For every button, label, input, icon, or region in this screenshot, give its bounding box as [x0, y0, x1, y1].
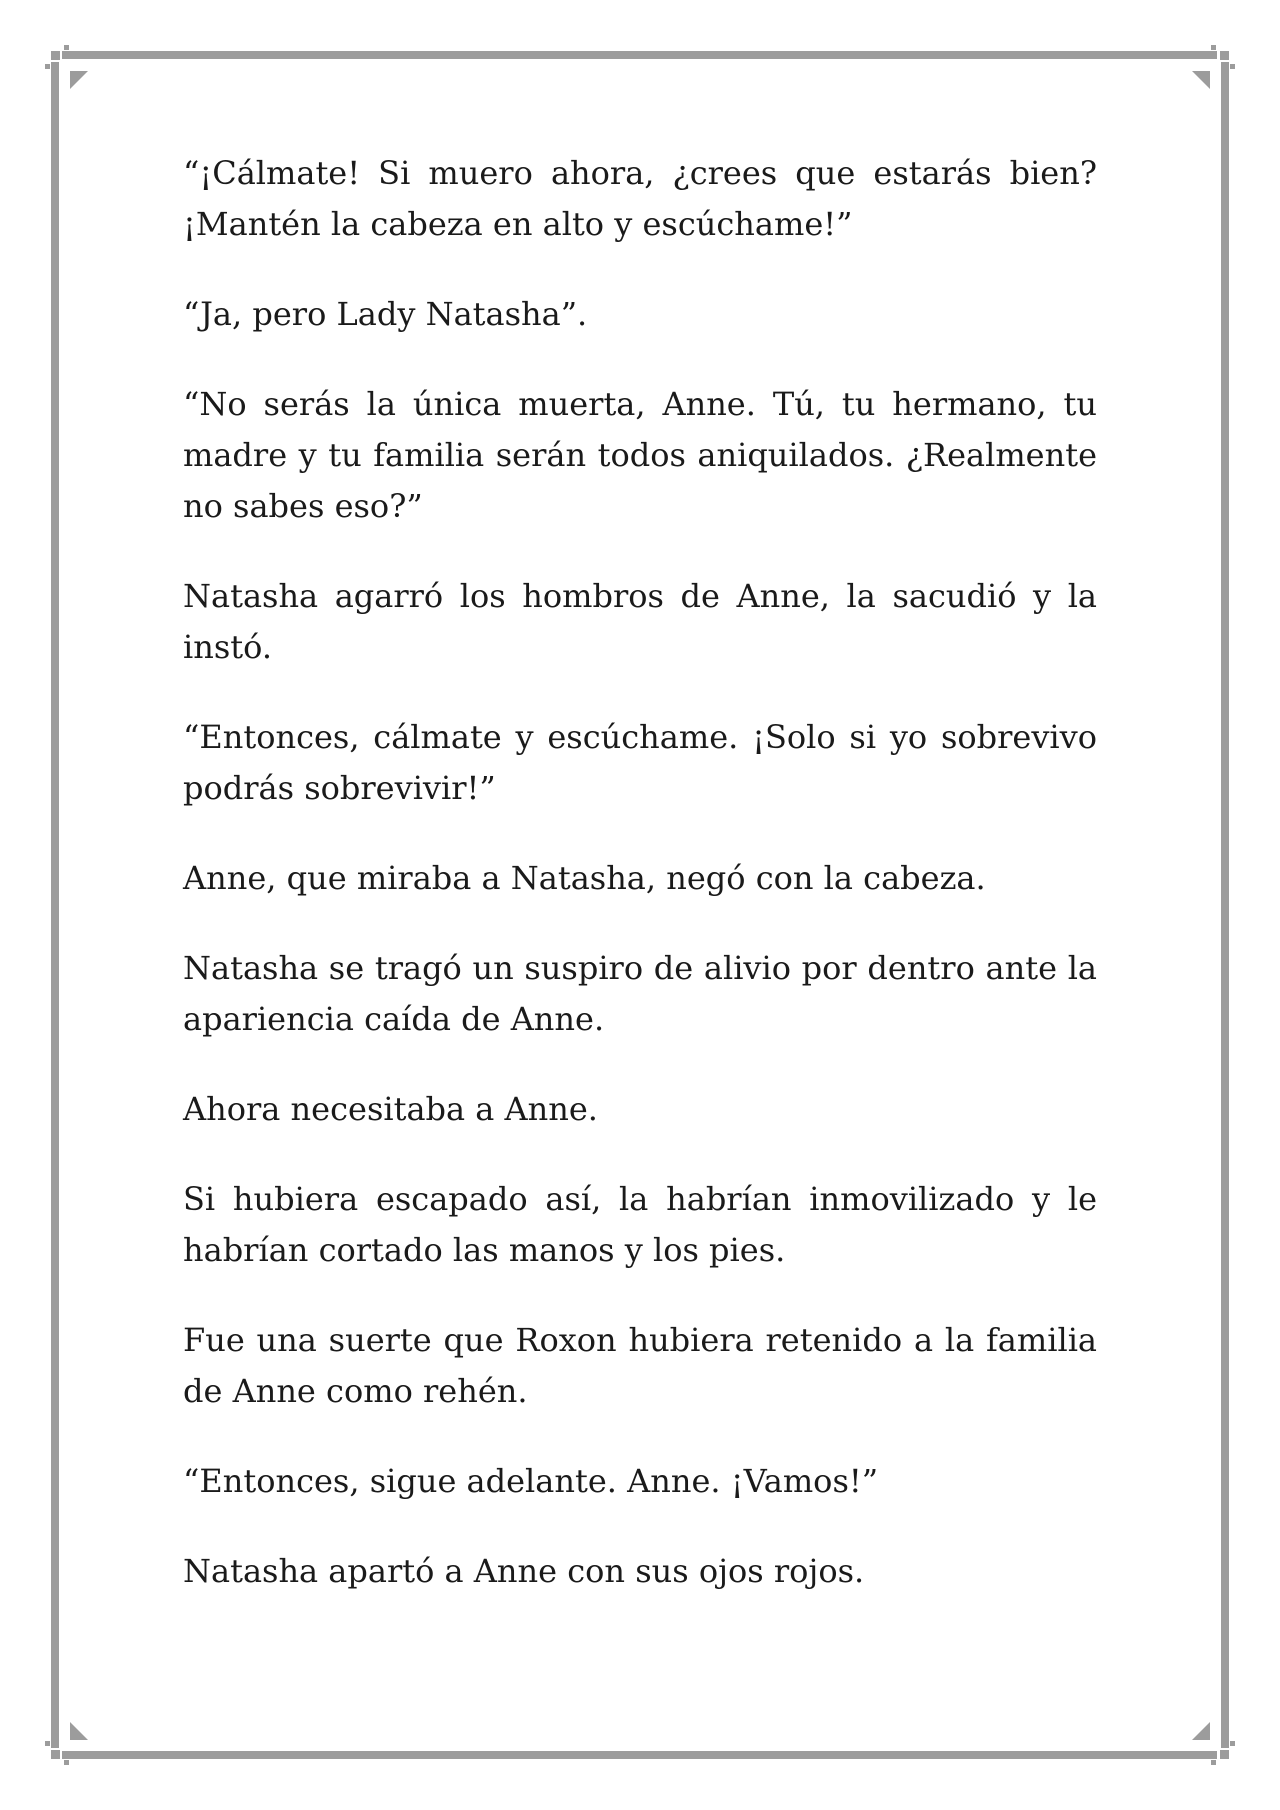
page-body: [183, 148, 1097, 1636]
paragraph: Si hubiera escapado así, la habrían inmovilizado y le habrían cortado las manos y los pies.: [183, 1180, 1097, 1269]
corner-ornament-bottom-right-dot-b: [1230, 1741, 1235, 1746]
paragraph: Ahora necesitaba a Anne.: [183, 1090, 598, 1128]
paragraph: “No serás la única muerta, Anne. Tú, tu hermano, tu madre y tu familia serán todos aniquilados. ¿Realmente no sabes eso?”: [183, 385, 1097, 525]
page-frame-bottom: [62, 1751, 1217, 1759]
page-frame-top: [62, 51, 1217, 59]
corner-ornament-top-right-dot-a: [1211, 45, 1216, 50]
corner-triangle-bottom-left: [70, 1722, 88, 1740]
corner-ornament-top-left-dot-b: [45, 64, 50, 69]
corner-ornament-bottom-right: [1220, 1750, 1229, 1759]
corner-ornament-bottom-left-dot-a: [64, 1760, 69, 1765]
corner-ornament-top-left-dot-a: [64, 45, 69, 50]
paragraph: “¡Cálmate! Si muero ahora, ¿crees que estarás bien? ¡Mantén la cabeza en alto y escúchame!”: [183, 154, 1097, 243]
paragraph: “Ja, pero Lady Natasha”.: [183, 295, 588, 333]
corner-ornament-top-right-dot-b: [1230, 64, 1235, 69]
corner-triangle-bottom-right: [1192, 1722, 1210, 1740]
corner-ornament-bottom-left-dot-b: [45, 1741, 50, 1746]
paragraph: Fue una suerte que Roxon hubiera retenido a la familia de Anne como rehén.: [183, 1321, 1097, 1410]
corner-triangle-top-right: [1192, 71, 1210, 89]
corner-triangle-top-left: [70, 71, 88, 89]
corner-ornament-top-right: [1220, 51, 1229, 60]
paragraph: Natasha se tragó un suspiro de alivio por dentro ante la apariencia caída de Anne.: [183, 949, 1097, 1038]
page-frame-left: [51, 62, 59, 1748]
corner-ornament-top-left: [51, 51, 60, 60]
page-frame-right: [1221, 62, 1229, 1748]
paragraph: Anne, que miraba a Natasha, negó con la cabeza.: [183, 859, 986, 897]
corner-ornament-bottom-right-dot-a: [1211, 1760, 1216, 1765]
paragraph: Natasha agarró los hombros de Anne, la sacudió y la instó.: [183, 577, 1097, 666]
paragraph: “Entonces, sigue adelante. Anne. ¡Vamos!”: [183, 1462, 879, 1500]
paragraph: Natasha apartó a Anne con sus ojos rojos.: [183, 1552, 865, 1590]
corner-ornament-bottom-left: [51, 1750, 60, 1759]
paragraph: “Entonces, cálmate y escúchame. ¡Solo si yo sobrevivo podrás sobrevivir!”: [183, 718, 1097, 807]
